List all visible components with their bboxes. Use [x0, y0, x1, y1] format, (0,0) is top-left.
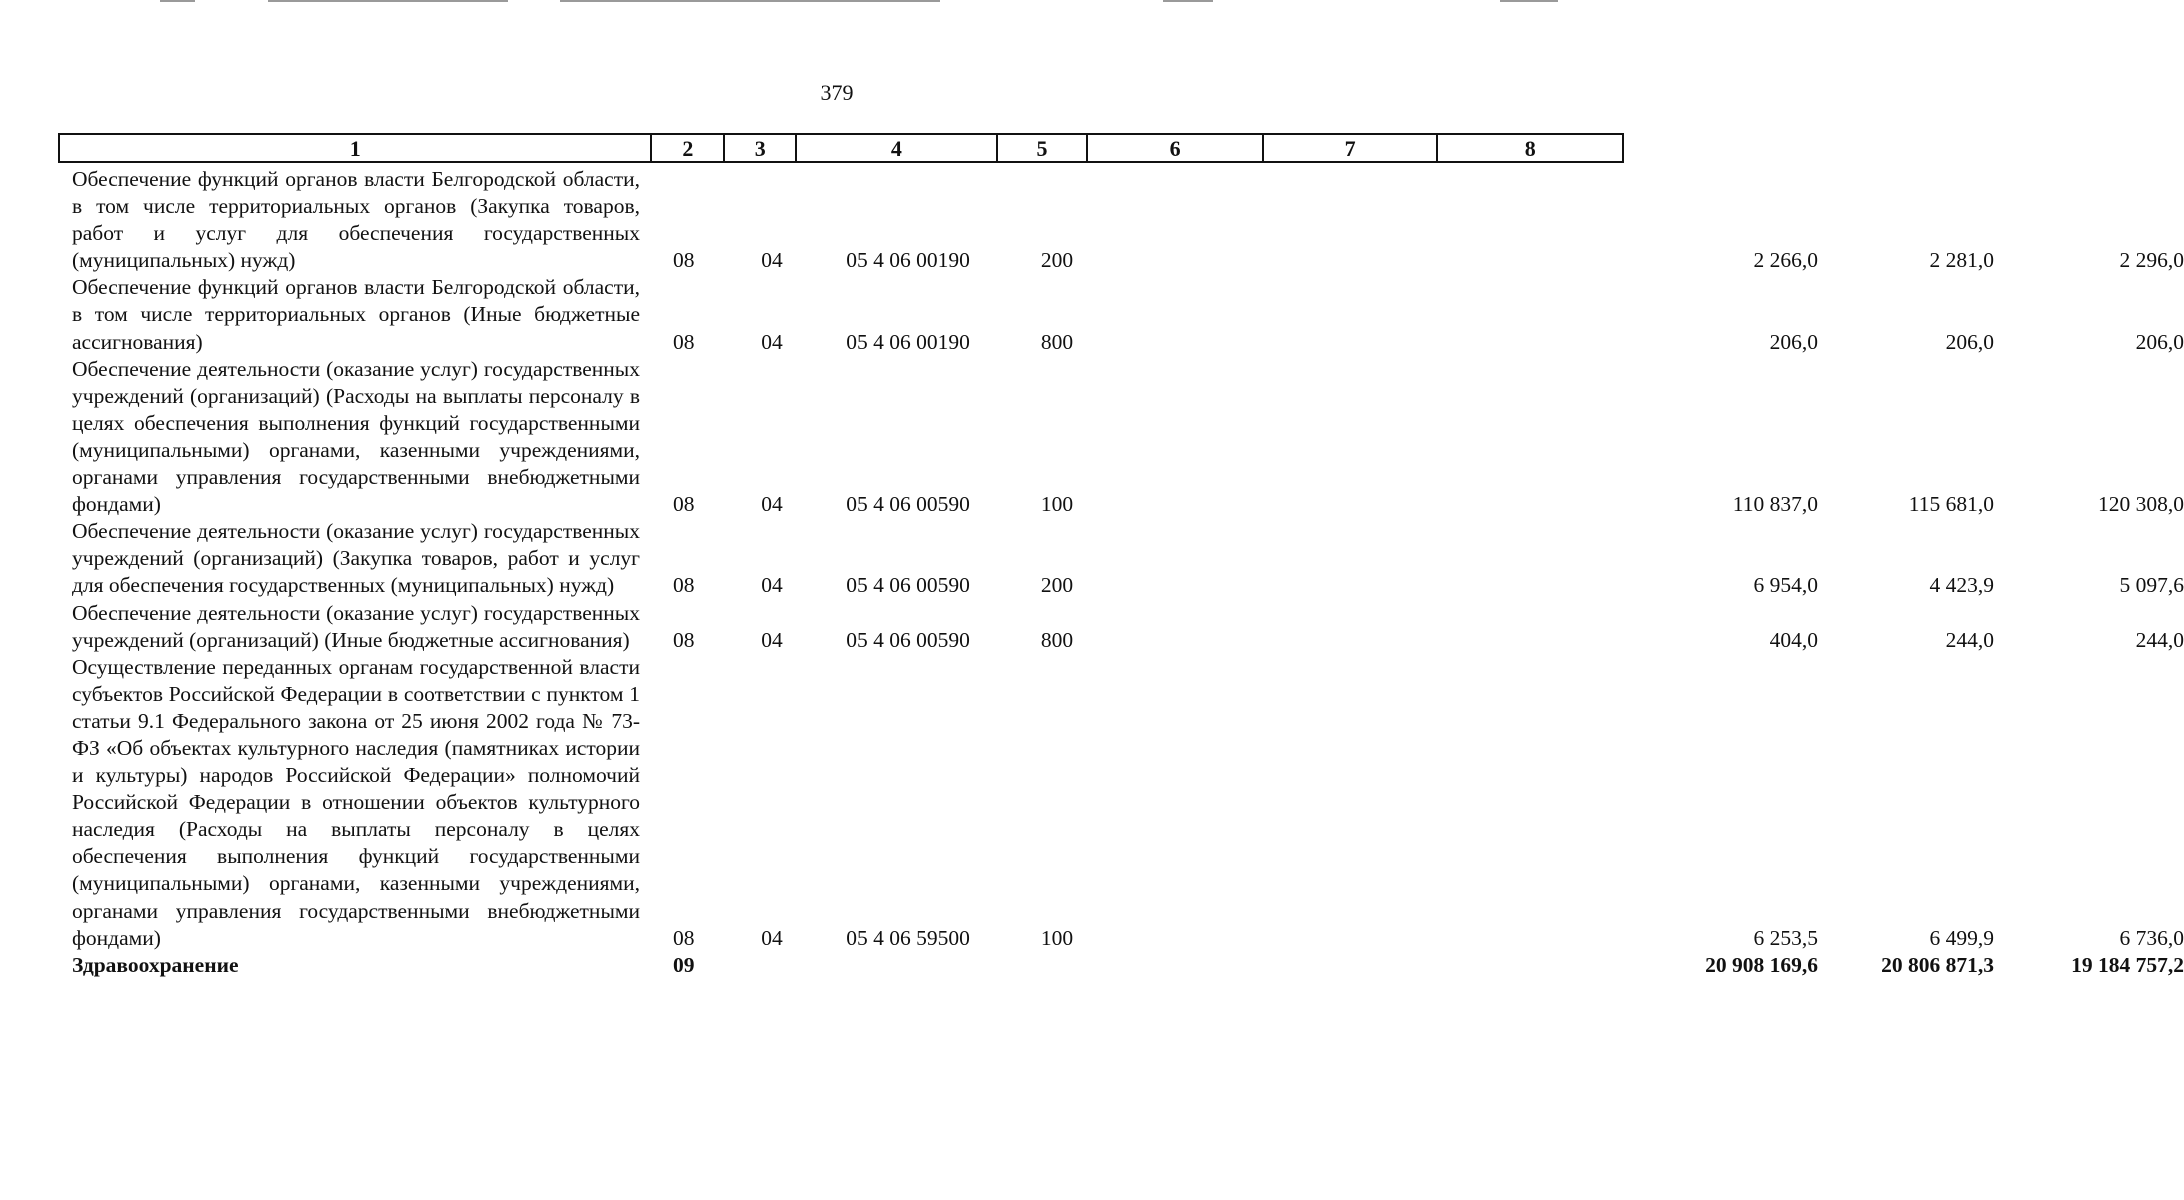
column-header: 7 — [1264, 135, 1439, 161]
scan-artifact-line — [560, 0, 940, 2]
table-row — [72, 356, 2184, 519]
cell-amount-col6: 2 266,0 — [1753, 248, 1818, 273]
column-header: 8 — [1524, 136, 1536, 161]
cell-section: 08 — [673, 627, 695, 652]
cell-amount-col7: 4 423,9 — [1929, 573, 1994, 598]
cell-expense-type: 800 — [1040, 627, 1074, 652]
table-row — [72, 166, 2184, 274]
row-description: Обеспечение деятельности (оказание услуг) государственных учреждений (организаций) (Расходы на выплаты персоналу в целях обеспечения выполнения функций государственными (муниципальными) органами, казенными учреждениями, органами управления государственными внебюджетными фондами) — [72, 356, 640, 517]
row-description: Обеспечение деятельности (оказание услуг) государственных учреждений (организаций) (Иные бюджетные ассигнования) — [72, 600, 640, 652]
table-row — [72, 274, 2184, 355]
cell-amount-col6: 6 253,5 — [1753, 925, 1818, 950]
table-row — [72, 518, 2184, 599]
column-header: 3 — [725, 135, 797, 161]
row-description: Обеспечение функций органов власти Белгородской области, в том числе территориальных органов (Иные бюджетные ассигнования) — [72, 275, 640, 354]
cell-amount-col6: 20 908 169,6 — [1705, 952, 1818, 977]
cell-section: 08 — [673, 248, 695, 273]
cell-section: 08 — [673, 492, 695, 517]
cell-section: 09 — [673, 952, 695, 977]
cell-subsection: 04 — [761, 329, 783, 354]
cell-expense-type: 800 — [1040, 329, 1074, 354]
cell-expense-type: 200 — [1040, 573, 1074, 598]
cell-section: 08 — [673, 925, 695, 950]
cell-amount-col6: 404,0 — [1769, 627, 1818, 652]
cell-amount-col6: 6 954,0 — [1753, 573, 1818, 598]
cell-amount-col6: 206,0 — [1769, 329, 1818, 354]
cell-target-article: 05 4 06 00590 — [846, 573, 970, 598]
row-description: Осуществление переданных органам государственной власти субъектов Российской Федерации в соответствии с пунктом 1 статьи 9.1 Федерального закона от 25 июня 2002 года № 73-ФЗ «Об объектах культурного наследия (памятниках истории и культуры) народов Российской Федерации» полномочий Российской Федерации в отношении объектов культурного наследия (Расходы на выплаты персоналу в целях обеспечения выполнения функций государственными (муниципальными) органами, казенными учреждениями, органами управления государственными внебюджетными фондами) — [72, 654, 640, 950]
scan-artifact-line — [160, 0, 195, 2]
column-header: 6 — [1088, 135, 1264, 161]
cell-target-article: 05 4 06 00190 — [846, 329, 970, 354]
cell-target-article: 05 4 06 00190 — [846, 248, 970, 273]
cell-amount-col7: 6 499,9 — [1929, 925, 1994, 950]
cell-amount-col7: 115 681,0 — [1908, 492, 1994, 517]
cell-expense-type: 100 — [1040, 492, 1074, 517]
table-row — [72, 600, 2184, 654]
scan-artifact-line — [1163, 0, 1213, 2]
scan-artifact-line — [268, 0, 508, 2]
page-number: 379 — [820, 80, 854, 105]
row-description: Здравоохранение — [72, 952, 239, 977]
cell-expense-type: 200 — [1040, 248, 1074, 273]
cell-section: 08 — [673, 329, 695, 354]
cell-target-article: 05 4 06 00590 — [846, 492, 970, 517]
cell-section: 08 — [673, 573, 695, 598]
cell-subsection: 04 — [761, 573, 783, 598]
table-row — [72, 654, 2184, 952]
cell-amount-col8: 19 184 757,2 — [2071, 952, 2184, 977]
cell-subsection: 04 — [761, 925, 783, 950]
cell-amount-col8: 2 296,0 — [2119, 248, 2184, 273]
column-header: 2 — [652, 135, 725, 161]
table-header — [58, 133, 1624, 163]
table-body — [72, 166, 2184, 979]
cell-subsection: 04 — [761, 248, 783, 273]
cell-target-article: 05 4 06 59500 — [846, 925, 970, 950]
cell-amount-col7: 20 806 871,3 — [1881, 952, 1994, 977]
cell-amount-col6: 110 837,0 — [1732, 492, 1818, 517]
table-row-total — [72, 952, 2184, 979]
cell-amount-col8: 244,0 — [2135, 627, 2184, 652]
cell-amount-col7: 2 281,0 — [1929, 248, 1994, 273]
column-header: 5 — [998, 135, 1089, 161]
column-header: 4 — [797, 135, 997, 161]
cell-subsection: 04 — [761, 492, 783, 517]
cell-amount-col8: 120 308,0 — [2098, 492, 2184, 517]
cell-amount-col8: 6 736,0 — [2119, 925, 2184, 950]
column-header: 1 — [60, 135, 652, 161]
cell-amount-col8: 5 097,6 — [2119, 573, 2184, 598]
cell-amount-col7: 206,0 — [1945, 329, 1994, 354]
cell-target-article: 05 4 06 00590 — [846, 627, 970, 652]
scan-artifact-line — [1500, 0, 1558, 2]
row-description: Обеспечение функций органов власти Белгородской области, в том числе территориальных органов (Закупка товаров, работ и услуг для обеспечения государственных (муниципальных) нужд) — [72, 167, 640, 273]
cell-expense-type: 100 — [1040, 925, 1074, 950]
cell-subsection: 04 — [761, 627, 783, 652]
row-description: Обеспечение деятельности (оказание услуг) государственных учреждений (организаций) (Закупка товаров, работ и услуг для обеспечения государственных (муниципальных) нужд) — [72, 519, 640, 598]
cell-amount-col7: 244,0 — [1945, 627, 1994, 652]
cell-amount-col8: 206,0 — [2135, 329, 2184, 354]
